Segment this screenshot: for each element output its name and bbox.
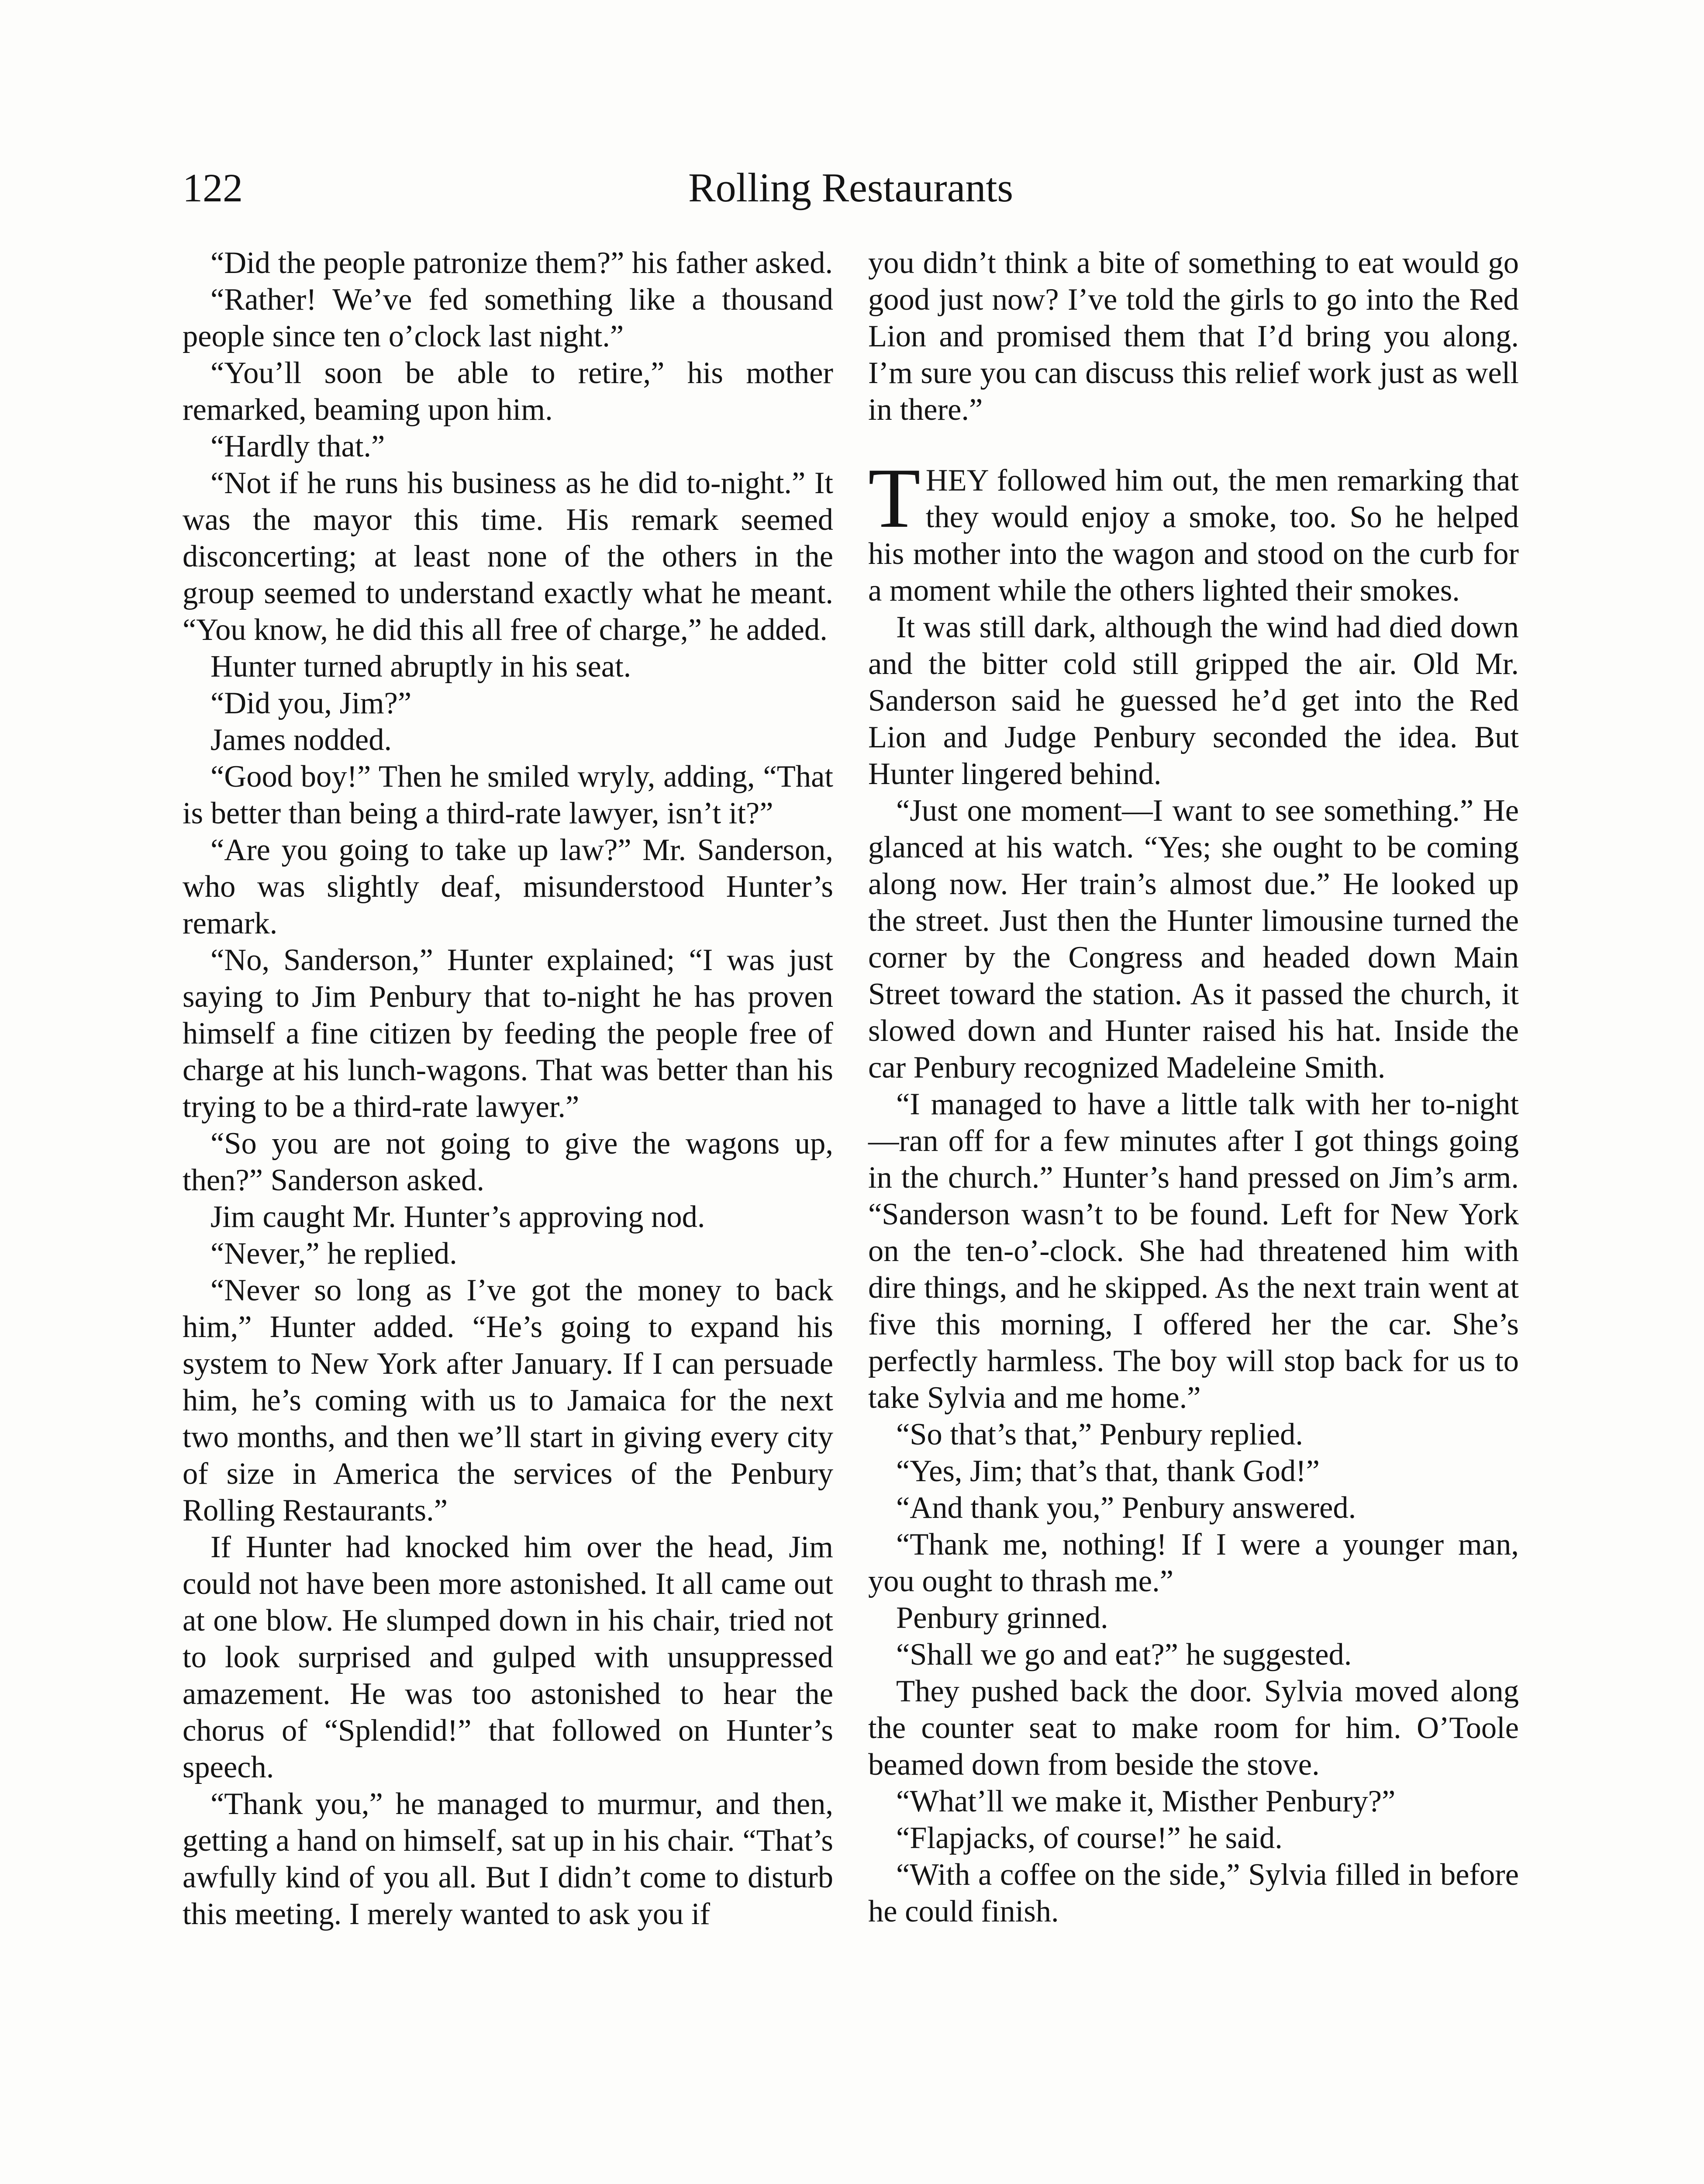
- page-header: [183, 157, 1519, 218]
- paragraph: “And thank you,” Penbury answered.: [896, 1491, 1356, 1525]
- paragraph: “Shall we go and eat?” he suggested.: [896, 1638, 1352, 1672]
- paragraph: Hunter turned abruptly in his seat.: [210, 650, 631, 684]
- paragraph: James nodded.: [210, 723, 392, 757]
- drop-cap-paragraph-text: HEY followed him out, the men remarking that they would enjoy a smoke, too. So he helped his mother into the wagon and stood on the curb for a moment while the others lighted their smokes.: [868, 463, 1519, 608]
- paragraph: “Rather! We’ve fed something like a thousand people since ten o’clock last night.”: [183, 283, 833, 353]
- page-number: 122: [183, 166, 243, 210]
- paragraph: “Yes, Jim; that’s that, thank God!”: [896, 1454, 1320, 1488]
- paragraph: “So that’s that,” Penbury replied.: [896, 1417, 1303, 1451]
- paragraph: “Flapjacks, of course!” he said.: [896, 1821, 1283, 1855]
- paragraph: “Not if he runs his business as he did to-night.” It was the mayor this time. His remark seemed disconcerting; at least none of the others in the group seemed to understand exactly what he meant. “You know, he did this all free of charge,” he added.: [183, 466, 833, 647]
- paragraph: “Good boy!” Then he smiled wryly, adding, “That is better than being a third-rate lawyer, isn’t it?”: [183, 760, 833, 830]
- paragraph: “Did you, Jim?”: [210, 686, 412, 720]
- section-opening-paragraph: [868, 451, 1519, 609]
- paragraph: Penbury grinned.: [896, 1601, 1108, 1635]
- paragraph: “Never so long as I’ve got the money to back him,” Hunter added. “He’s going to expand his system to New York after January. If I can persuade him, he’s coming with us to Jamaica for the next two months, and then we’ll start in giving every city of size in America the services of the Penbury Rolling Restaurants.”: [183, 1273, 833, 1527]
- paragraph: “No, Sanderson,” Hunter explained; “I was just saying to Jim Penbury that to-night he has proven himself a fine citizen by feeding the people free of charge at his lunch-wagons. That was better than his trying to be a third-rate lawyer.”: [183, 943, 833, 1124]
- paragraph: “Thank me, nothing! If I were a younger man, you ought to thrash me.”: [868, 1527, 1519, 1598]
- paragraph: “Did the people patronize them?” his father asked.: [210, 246, 833, 280]
- paragraph: If Hunter had knocked him over the head, Jim could not have been more astonished. It all came out at one blow. He slumped down in his chair, tried not to look surprised and gulped with unsuppressed amazement. He was too astonished to hear the chorus of “Splendid!” that followed on Hunter’s speech.: [183, 1530, 833, 1784]
- paragraph: “Thank you,” he managed to murmur, and then, getting a hand on himself, sat up in his chair. “That’s awfully kind of you all. But I didn’t come to disturb this meeting. I merely wanted to ask you if: [183, 1787, 833, 1931]
- paragraph: “What’ll we make it, Misther Penbury?”: [896, 1784, 1396, 1818]
- paragraph: “I managed to have a little talk with her to-night—ran off for a few minutes after I got things going in the church.” Hunter’s hand pressed on Jim’s arm. “Sanderson wasn’t to be found. Left for New York on the ten-o’-clock. She had threatened him with dire things, and he skipped. As the next train went at five this morning, I offered her the car. She’s perfectly harmless. The boy will stop back for us to take Sylvia and me home.”: [868, 1087, 1519, 1415]
- running-title: Rolling Restaurants: [688, 165, 1014, 211]
- paragraph: It was still dark, although the wind had died down and the bitter cold still gripped the air. Old Mr. Sanderson said he guessed he’d get into the Red Lion and Judge Penbury seconded the idea. But Hunter lingered behind.: [868, 610, 1519, 791]
- paragraph: “So you are not going to give the wagons up, then?” Sanderson asked.: [183, 1127, 833, 1197]
- paragraph: “Are you going to take up law?” Mr. Sanderson, who was slightly deaf, misunderstood Hunter’s remark.: [183, 833, 833, 940]
- paragraph-continuation: you didn’t think a bite of something to eat would go good just now? I’ve told the girls to go into the Red Lion and promised them that I’d bring you along. I’m sure you can discuss this relief work just as well in there.”: [868, 246, 1519, 427]
- paragraph: “With a coffee on the side,” Sylvia filled in before he could finish.: [868, 1858, 1519, 1928]
- paragraph: “You’ll soon be able to retire,” his mother remarked, beaming upon him.: [183, 356, 833, 427]
- paragraph: Jim caught Mr. Hunter’s approving nod.: [210, 1200, 705, 1234]
- right-column: [868, 245, 1519, 1930]
- drop-cap: T: [868, 451, 921, 546]
- left-column: [183, 245, 833, 1932]
- paragraph: “Hardly that.”: [210, 429, 385, 463]
- paragraph: “Just one moment—I want to see something.” He glanced at his watch. “Yes; she ought to be coming along now. Her train’s almost due.” He looked up the street. Just then the Hunter limousine turned the corner by the Congress and headed down Main Street toward the station. As it passed the church, it slowed down and Hunter raised his hat. Inside the car Penbury recognized Madeleine Smith.: [868, 794, 1519, 1085]
- paragraph: “Never,” he replied.: [210, 1237, 457, 1271]
- paragraph: They pushed back the door. Sylvia moved along the counter seat to make room for him. O’Toole beamed down from beside the stove.: [868, 1674, 1519, 1782]
